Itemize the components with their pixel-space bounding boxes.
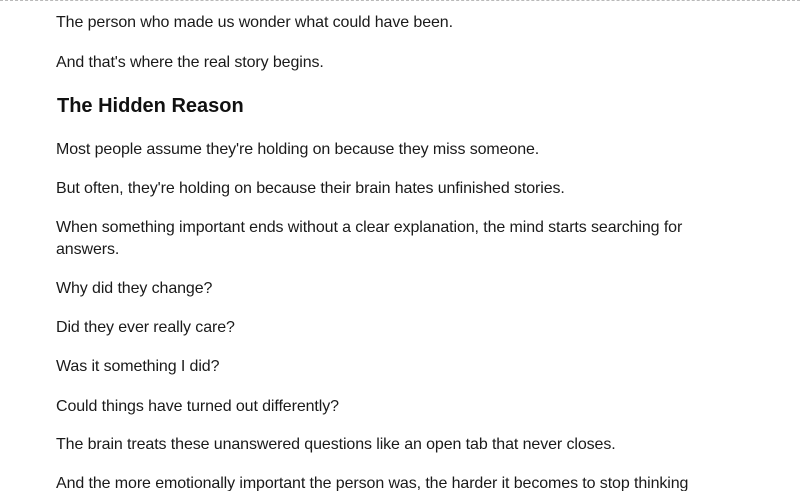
document-body bbox=[56, 0, 746, 491]
paragraph: And the more emotionally important the person was, the harder it becomes to stop thinking bbox=[56, 475, 689, 491]
paragraph: When something important ends without a clear explanation, the mind starts searching for answers. bbox=[56, 219, 683, 258]
section-heading: The Hidden Reason bbox=[57, 95, 244, 117]
paragraph: And that's where the real story begins. bbox=[56, 54, 324, 71]
paragraph: Most people assume they're holding on because they miss someone. bbox=[56, 141, 540, 158]
paragraph: Could things have turned out differently? bbox=[56, 398, 339, 415]
paragraph: Did they ever really care? bbox=[56, 319, 235, 336]
paragraph: The brain treats these unanswered questions like an open tab that never closes. bbox=[56, 436, 616, 453]
paragraph: Why did they change? bbox=[56, 280, 213, 297]
paragraph: The person who made us wonder what could have been. bbox=[56, 14, 453, 31]
paragraph: Was it something I did? bbox=[56, 358, 220, 375]
paragraph: But often, they're holding on because their brain hates unfinished stories. bbox=[56, 180, 565, 197]
